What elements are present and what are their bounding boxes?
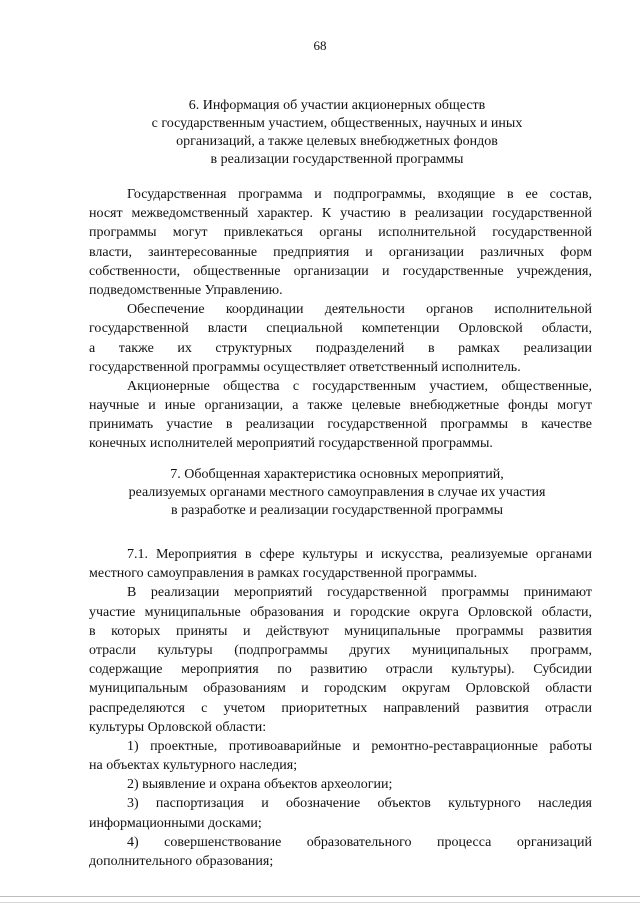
text-line: носят межведомственный характер. К участию в реализации государственной bbox=[89, 206, 592, 222]
text-line: государственной власти специальной компетенции Орловской области, bbox=[89, 321, 592, 337]
text-line: 7.1. Мероприятия в сфере культуры и искусства, реализуемые органами bbox=[127, 547, 592, 562]
text-line: культуры Орловской области: bbox=[89, 719, 267, 735]
text-line: конечных исполнителей мероприятий государственной программы. bbox=[89, 436, 493, 452]
heading-line: с государственным участием, общественных, научных и иных bbox=[151, 116, 523, 131]
text-line: собственности, общественные организации и государственные учреждения, bbox=[89, 263, 592, 279]
text-line: В реализации мероприятий государственной программы принимают bbox=[127, 585, 592, 601]
text-line: Государственная программа и подпрограммы, входящие в ее состав, bbox=[127, 187, 592, 202]
heading-line: в разработке и реализации государственной программы bbox=[170, 503, 504, 518]
text-line: содержащие мероприятия по развитию отрасли культуры). Субсидии bbox=[89, 662, 592, 678]
page-number: 68 bbox=[313, 38, 327, 53]
text-line: распределяются с учетом приоритетных направлений развития отрасли bbox=[89, 700, 592, 716]
text-line: подведомственные Управлению. bbox=[89, 282, 283, 298]
text-line: дополнительного образования; bbox=[89, 854, 274, 869]
section-6-body bbox=[89, 185, 592, 454]
text-line: государственной программы осуществляет ответственный исполнитель. bbox=[89, 359, 521, 375]
text-line: муниципальным образованиям и городским округам Орловской области bbox=[89, 681, 592, 697]
page-bottom-edge bbox=[0, 896, 640, 897]
text-line: 1) проектные, противоаварийные и ремонтно-реставрационные работы bbox=[127, 738, 592, 754]
text-line: 4) совершенствование образовательного процесса организаций bbox=[127, 834, 592, 850]
heading-line: 6. Информация об участии акционерных обществ bbox=[188, 98, 486, 113]
text-line: власти, заинтересованные предприятия и организации различных форм bbox=[89, 244, 592, 260]
text-line: 2) выявление и охрана объектов археологии; bbox=[127, 777, 393, 793]
heading-line: организаций, а также целевых внебюджетных фондов bbox=[176, 134, 498, 149]
heading-line: в реализации государственной программы bbox=[210, 152, 464, 167]
text-line: на объектах культурного наследия; bbox=[89, 758, 298, 774]
section-6-heading bbox=[92, 97, 582, 169]
text-line: информационными досками; bbox=[89, 815, 262, 831]
heading-line: 7. Обобщенная характеристика основных мероприятий, bbox=[170, 467, 504, 482]
text-line: принимать участие в реализации государственной программы в качестве bbox=[89, 417, 592, 433]
section-7-body bbox=[89, 545, 592, 871]
text-line: Акционерные общества с государственным участием, общественные, bbox=[127, 378, 592, 394]
text-line: Обеспечение координации деятельности органов исполнительной bbox=[127, 302, 592, 318]
text-line: отрасли культуры (подпрограммы других муниципальных программ, bbox=[89, 642, 592, 658]
text-line: в которых приняты и действуют муниципальные программы развития bbox=[89, 623, 592, 639]
heading-line: реализуемых органами местного самоуправления в случае их участия bbox=[128, 485, 546, 500]
text-line: участие муниципальные образования и городские округа Орловской области, bbox=[89, 604, 592, 620]
text-line: программы могут привлекаться органы исполнительной государственной bbox=[89, 225, 592, 241]
page-bottom-edge bbox=[0, 902, 640, 903]
text-line: научные и иные организации, а также целевые внебюджетные фонды могут bbox=[89, 398, 592, 414]
section-7-heading bbox=[92, 466, 582, 520]
text-line: 3) паспортизация и обозначение объектов культурного наследия bbox=[127, 796, 592, 812]
text-line: а также их структурных подразделений в рамках реализации bbox=[89, 340, 592, 356]
text-line: местного самоуправления в рамках государственной программы. bbox=[89, 566, 478, 582]
